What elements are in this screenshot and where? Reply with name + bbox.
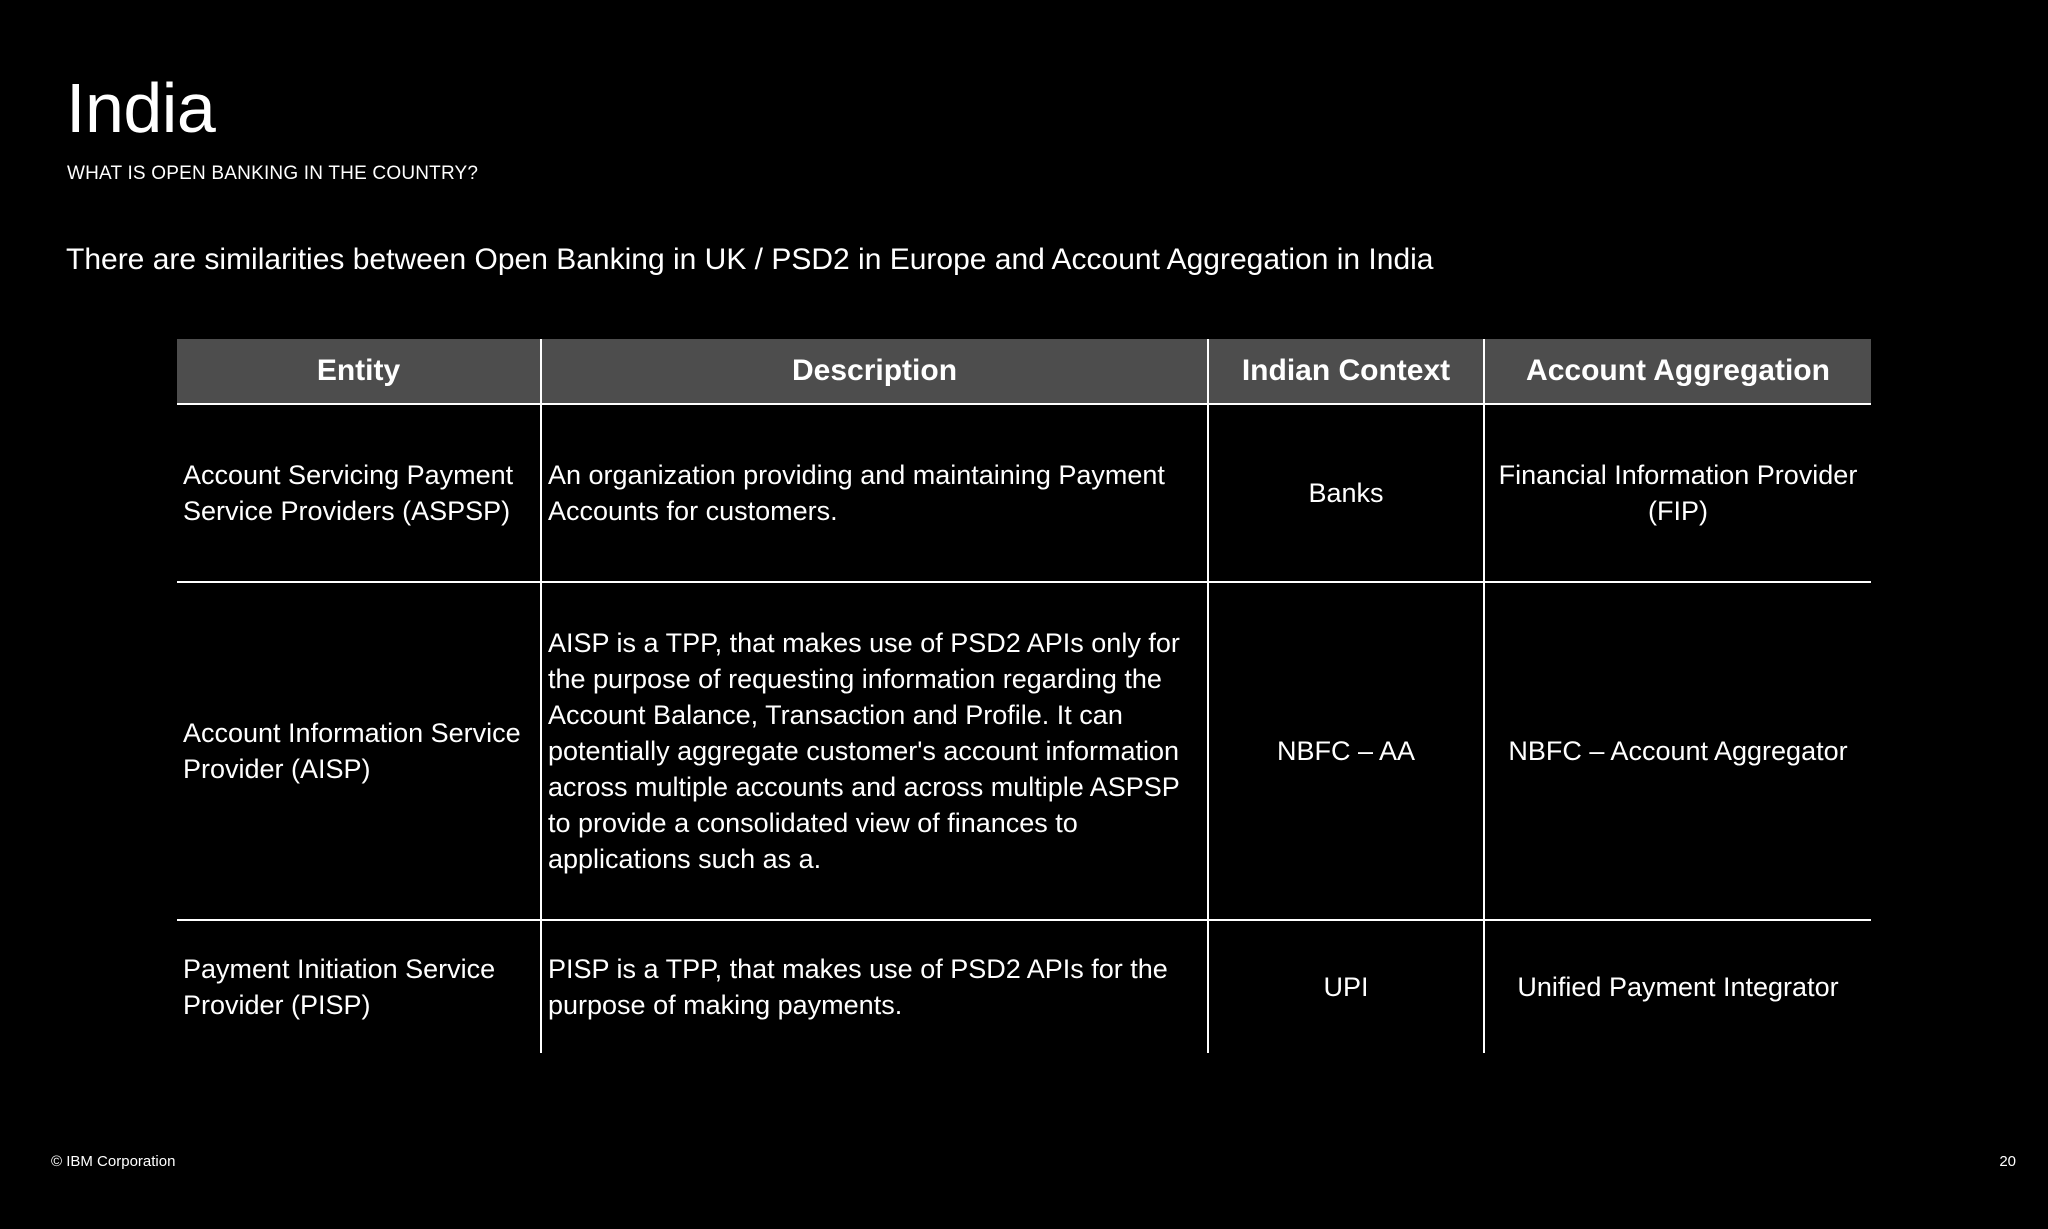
cell-indian-context: NBFC – AA: [1208, 582, 1484, 920]
cell-description: AISP is a TPP, that makes use of PSD2 APIs only for the purpose of requesting information regarding the Account Balance, Transaction and Profile. It can potentially aggregate customer's account information across multiple accounts and across multiple ASPSP to provide a consolidated view of finances to applications such as a.: [541, 582, 1208, 920]
copyright-notice: © IBM Corporation: [51, 1153, 176, 1170]
page-number: 20: [1999, 1153, 2016, 1170]
cell-entity: Account Servicing Payment Service Providers (ASPSP): [177, 404, 541, 582]
header-account-aggregation: Account Aggregation: [1484, 339, 1871, 404]
cell-entity: Payment Initiation Service Provider (PISP): [183, 954, 496, 1020]
cell-indian-context: Banks: [1208, 404, 1484, 582]
cell-entity: Account Information Service Provider (AISP): [177, 582, 541, 920]
cell-account-aggregation: Financial Information Provider (FIP): [1484, 404, 1871, 582]
cell-description: An organization providing and maintaining Payment Accounts for customers.: [541, 404, 1208, 582]
header-description: Description: [541, 339, 1208, 404]
header-entity: Entity: [177, 339, 541, 404]
table-row: [177, 582, 1871, 920]
slide-title: India: [66, 69, 216, 147]
comparison-table: [177, 339, 1871, 1053]
table-header-row: [177, 339, 1871, 404]
cell-indian-context: UPI: [1208, 920, 1484, 1053]
lead-statement: There are similarities between Open Banking in UK / PSD2 in Europe and Account Aggregation in India: [66, 243, 1434, 276]
cell-account-aggregation: NBFC – Account Aggregator: [1484, 582, 1871, 920]
table-row: [177, 404, 1871, 582]
slide-subtitle: WHAT IS OPEN BANKING IN THE COUNTRY?: [67, 163, 479, 184]
table-row: [177, 920, 1871, 1053]
header-indian-context: Indian Context: [1208, 339, 1484, 404]
cell-account-aggregation: Unified Payment Integrator: [1484, 920, 1871, 1053]
cell-description: PISP is a TPP, that makes use of PSD2 APIs for the purpose of making payments.: [541, 920, 1208, 1053]
